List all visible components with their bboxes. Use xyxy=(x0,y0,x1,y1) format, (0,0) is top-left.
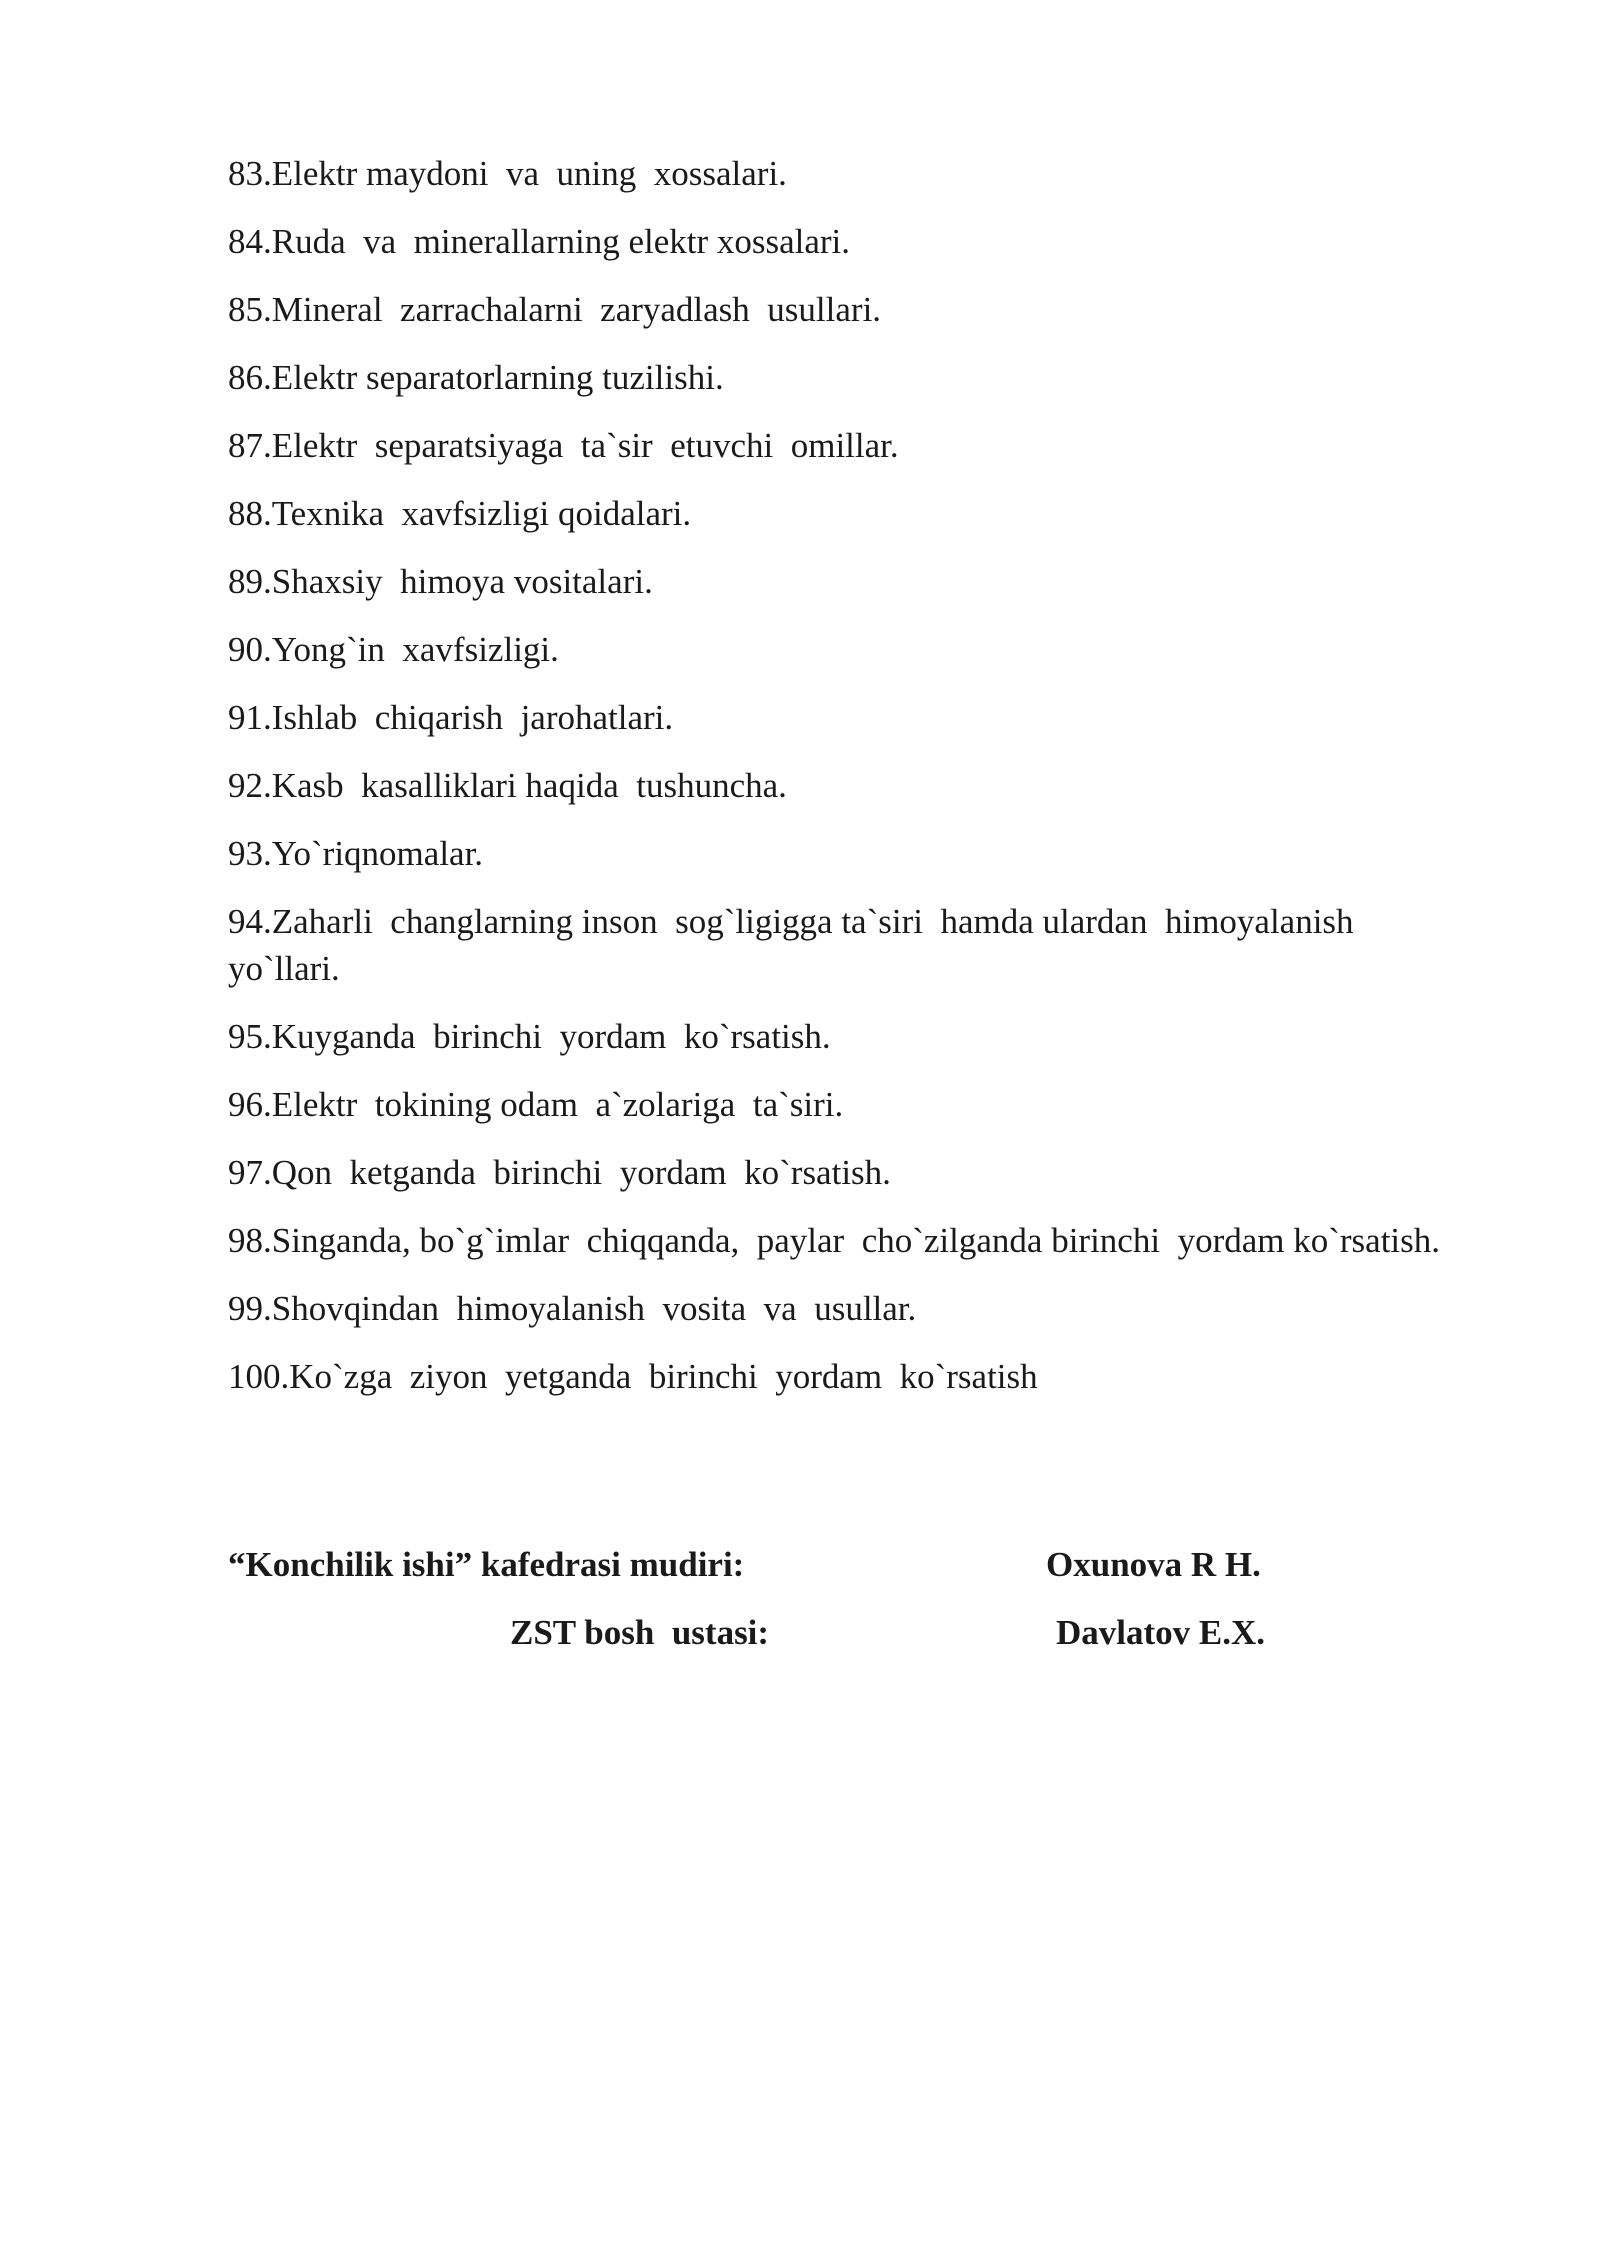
list-item: 84.Ruda va minerallarning elektr xossalari. xyxy=(228,222,851,261)
list-item: 89.Shaxsiy himoya vositalari. xyxy=(228,562,653,601)
list-item: 94.Zaharli changlarning inson sog`ligigga ta`siri hamda ulardan himoyalanish yo`llari. xyxy=(228,902,1363,988)
list-item: 90.Yong`in xavfsizligi. xyxy=(228,630,559,669)
list-item: 98.Singanda, bo`g`imlar chiqqanda, paylar cho`zilganda birinchi yordam ko`rsatish. xyxy=(228,1221,1441,1260)
list-item: 86.Elektr separatorlarning tuzilishi. xyxy=(228,358,724,397)
list-item: 96.Elektr tokining odam a`zolariga ta`siri. xyxy=(228,1085,844,1124)
list-item: 100.Ko`zga ziyon yetganda birinchi yordam ko`rsatish xyxy=(228,1357,1038,1396)
list-item: 93.Yo`riqnomalar. xyxy=(228,834,484,873)
list-item: 83.Elektr maydoni va uning xossalari. xyxy=(228,154,787,193)
list-item: 91.Ishlab chiqarish jarohatlari. xyxy=(228,698,674,737)
question-list xyxy=(228,150,1458,1421)
list-item: 97.Qon ketganda birinchi yordam ko`rsatish. xyxy=(228,1153,891,1192)
list-item: 95.Kuyganda birinchi yordam ko`rsatish. xyxy=(228,1017,831,1056)
list-item: 88.Texnika xavfsizligi qoidalari. xyxy=(228,494,692,533)
chief-master-name: Davlatov E.X. xyxy=(1056,1613,1266,1652)
list-item: 99.Shovqindan himoyalanish vosita va usullar. xyxy=(228,1289,917,1328)
department-head-name: Oxunova R H. xyxy=(1046,1545,1261,1584)
list-item: 92.Kasb kasalliklari haqida tushuncha. xyxy=(228,766,787,805)
chief-master-label: ZST bosh ustasi: xyxy=(510,1613,770,1652)
list-item: 85.Mineral zarrachalarni zaryadlash usullari. xyxy=(228,290,882,329)
list-item: 87.Elektr separatsiyaga ta`sir etuvchi omillar. xyxy=(228,426,899,465)
department-head-label: “Konchilik ishi” kafedrasi mudiri: xyxy=(228,1545,745,1584)
